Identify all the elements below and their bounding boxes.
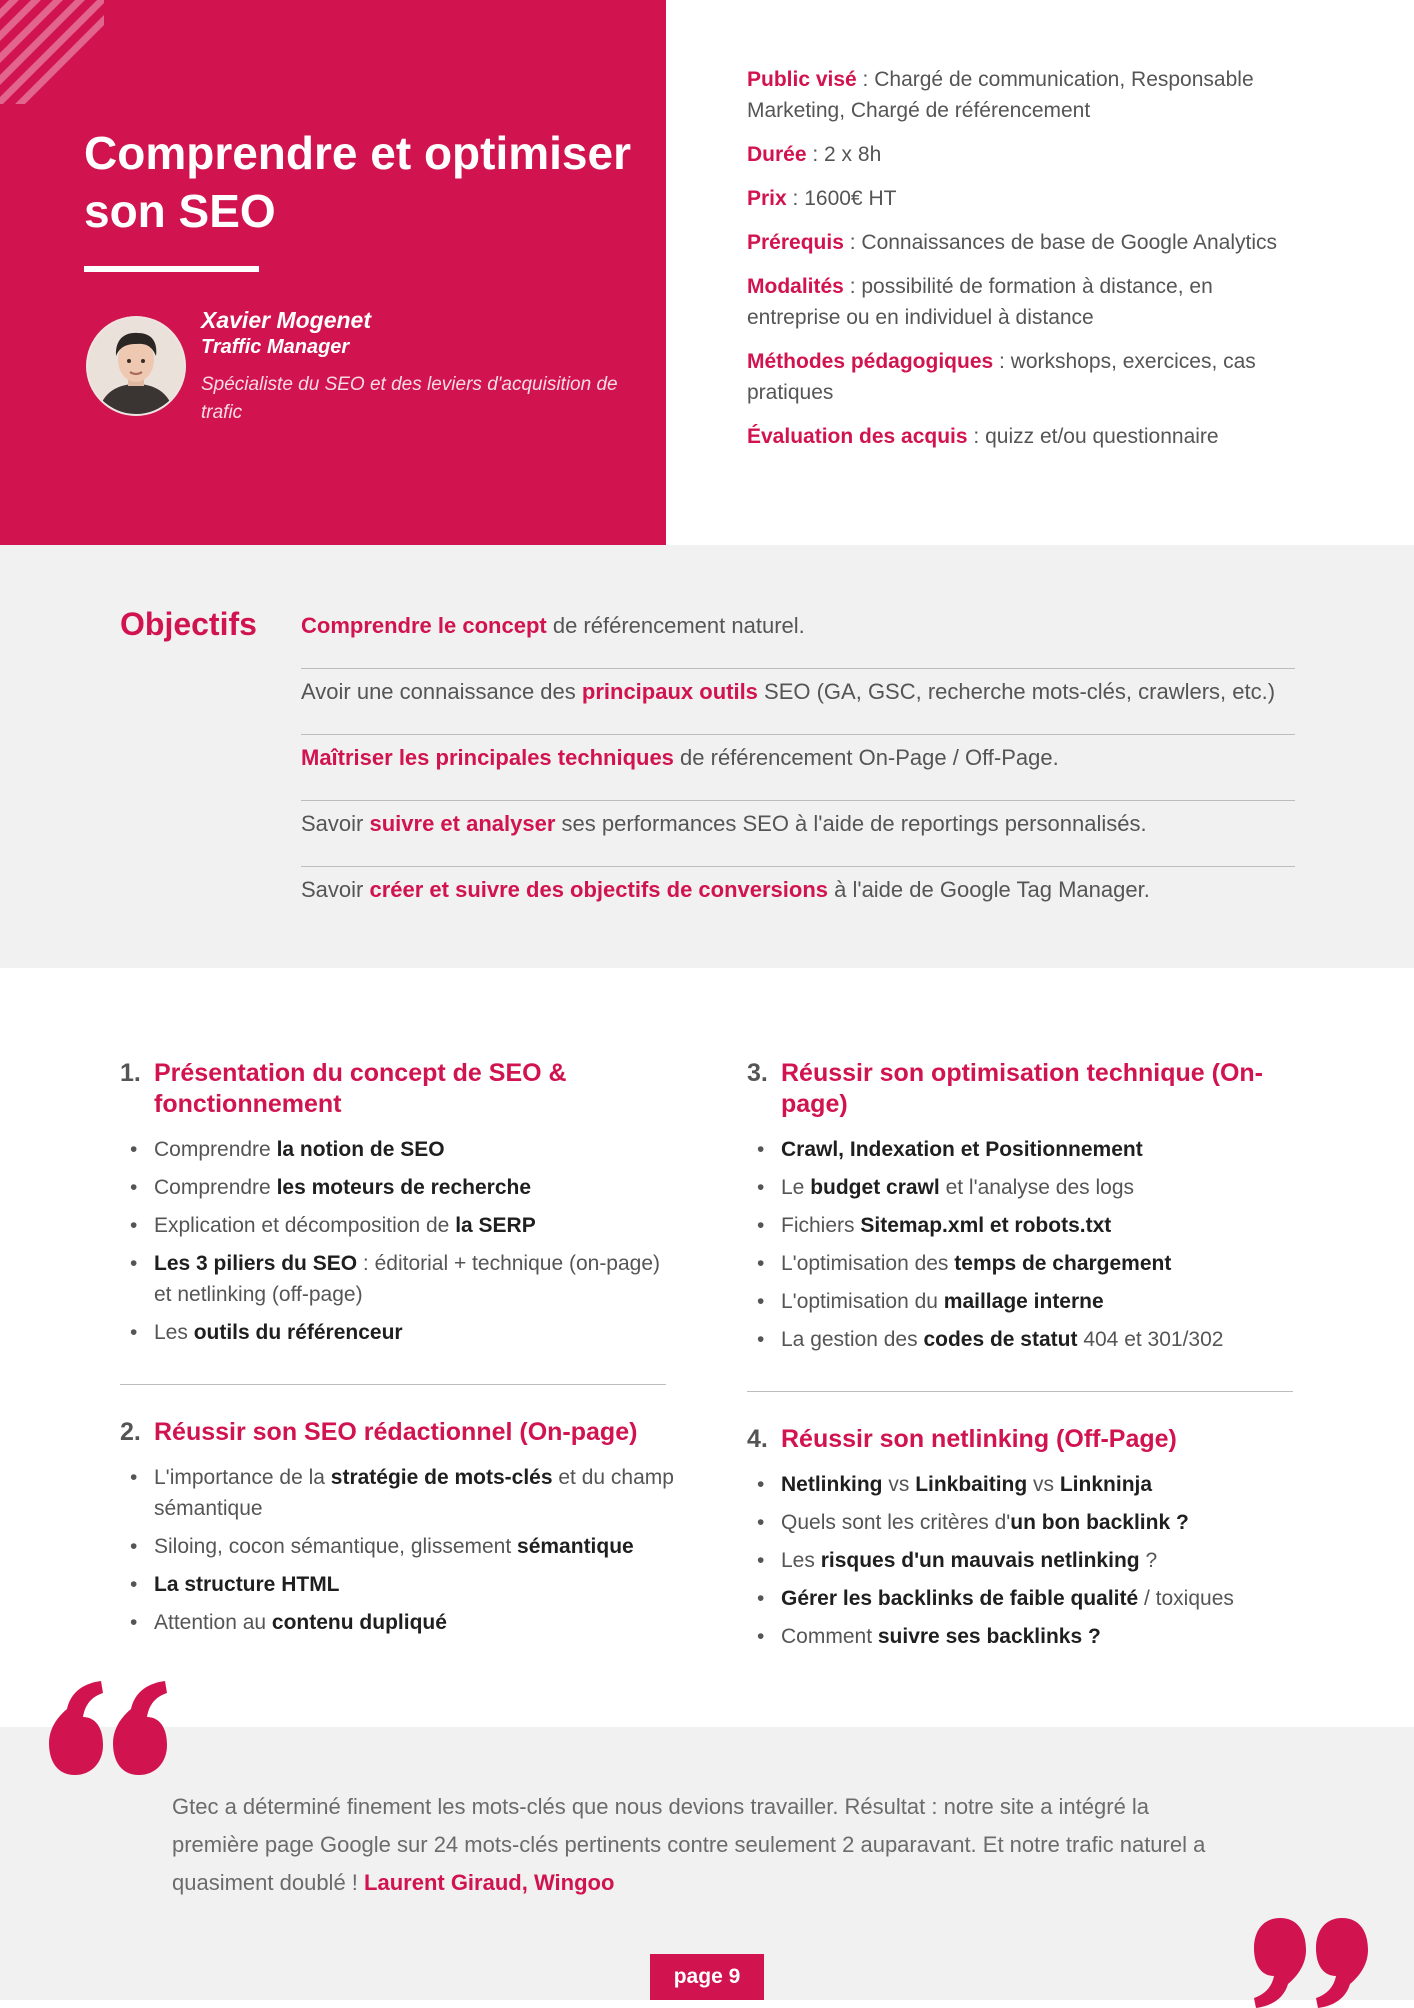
module-item	[747, 1286, 1307, 1317]
module-item	[120, 1531, 680, 1562]
course-info-list	[747, 64, 1307, 465]
bullet-icon: •	[130, 1138, 138, 1161]
trainer-avatar	[86, 316, 186, 416]
item-keyword: stratégie de mots-clés	[330, 1466, 553, 1489]
module-1	[120, 1058, 680, 1355]
info-row	[747, 139, 1307, 170]
module-title-text: Présentation du concept de SEO & fonctionnement	[154, 1059, 567, 1118]
module-item	[747, 1507, 1307, 1538]
info-row	[747, 227, 1307, 258]
info-value: Connaissances de base de Google Analytics	[861, 231, 1278, 254]
info-label: Évaluation des acquis	[747, 425, 968, 448]
module-item	[120, 1462, 680, 1524]
module-item	[120, 1210, 680, 1241]
item-text: L'optimisation du	[781, 1290, 944, 1313]
module-number: 2.	[120, 1418, 141, 1446]
info-value: possibilité de formation à distance, en entreprise ou en individuel à distance	[747, 275, 1213, 329]
item-text: 404 et 301/302	[1077, 1328, 1224, 1351]
info-label: Public visé	[747, 68, 857, 91]
item-text: Fichiers	[781, 1214, 861, 1237]
module-number: 3.	[747, 1059, 768, 1087]
objectives-list	[301, 603, 1295, 933]
testimonial-body: Gtec a déterminé finement les mots-clés que nous devions travailler. Résultat : notre site a intégré la première page Google sur 24 mots-clés pertinents contre seulement 2 auparavant. Et notre trafic naturel a quasiment doublé !	[172, 1794, 1206, 1895]
objective-item	[301, 603, 1295, 669]
info-label: Prérequis	[747, 231, 844, 254]
info-value: Chargé de communication, Responsable Marketing, Chargé de référencement	[747, 68, 1254, 122]
item-keyword: Netlinking	[781, 1473, 883, 1496]
info-separator: :	[806, 143, 825, 166]
bullet-icon: •	[757, 1214, 765, 1237]
module-item	[747, 1583, 1307, 1614]
bullet-icon: •	[757, 1549, 765, 1572]
page-number: page 9	[650, 1954, 764, 2000]
info-separator: :	[967, 425, 986, 448]
item-keyword: contenu dupliqué	[271, 1611, 447, 1634]
info-row	[747, 271, 1307, 333]
module-item	[120, 1172, 680, 1203]
bullet-icon: •	[130, 1535, 138, 1558]
info-value: quizz et/ou questionnaire	[985, 425, 1219, 448]
item-text: Comment	[781, 1625, 878, 1648]
info-value: 1600€ HT	[804, 187, 897, 210]
item-text: L'optimisation des	[781, 1252, 955, 1275]
module-items	[747, 1469, 1307, 1652]
module-title-text: Réussir son netlinking (Off-Page)	[781, 1425, 1177, 1453]
module-title-text: Réussir son optimisation technique (On-page)	[781, 1059, 1263, 1118]
info-separator: :	[843, 275, 862, 298]
bullet-icon: •	[130, 1252, 138, 1275]
item-text: Les	[154, 1321, 194, 1344]
module-4	[747, 1424, 1307, 1659]
bullet-icon: •	[757, 1176, 765, 1199]
item-text: vs	[882, 1473, 916, 1496]
objective-highlight: Comprendre le concept	[301, 613, 547, 638]
objective-item	[301, 669, 1295, 735]
item-keyword: la SERP	[455, 1214, 536, 1237]
objectives-heading: Objectifs	[120, 606, 257, 642]
item-keyword: outils du référenceur	[193, 1321, 403, 1344]
module-items	[120, 1134, 680, 1348]
trainer-role: Traffic Manager	[201, 336, 350, 358]
module-item	[120, 1607, 680, 1638]
objective-item	[301, 801, 1295, 867]
item-text: Comprendre	[154, 1138, 277, 1161]
testimonial-text	[172, 1788, 1222, 1902]
info-row	[747, 346, 1307, 408]
item-keyword: maillage interne	[943, 1290, 1104, 1313]
item-text: / toxiques	[1138, 1587, 1234, 1610]
module-item	[747, 1210, 1307, 1241]
module-title-text: Réussir son SEO rédactionnel (On-page)	[154, 1418, 638, 1446]
objective-text: Savoir	[301, 877, 370, 902]
item-keyword: Linkninja	[1059, 1473, 1153, 1496]
trainer-info	[201, 306, 641, 427]
item-keyword: temps de chargement	[954, 1252, 1172, 1275]
module-divider-right	[747, 1391, 1293, 1392]
module-number: 1.	[120, 1059, 141, 1087]
item-text: Quels sont les critères d'	[781, 1511, 1011, 1534]
item-keyword: sémantique	[517, 1535, 634, 1558]
objective-text: ses performances SEO à l'aide de reportings personnalisés.	[555, 811, 1147, 836]
module-items	[120, 1462, 680, 1638]
close-quote-icon	[1250, 1918, 1370, 2008]
module-item	[747, 1545, 1307, 1576]
open-quote-icon	[45, 1681, 170, 1791]
info-separator: :	[843, 231, 862, 254]
page-title: Comprendre et optimiser son SEO	[84, 127, 631, 237]
objective-highlight: créer et suivre des objectifs de conversions	[369, 877, 829, 902]
info-row	[747, 183, 1307, 214]
objective-item	[301, 867, 1295, 933]
module-number: 4.	[747, 1425, 768, 1453]
title-underline	[84, 266, 259, 272]
objective-text: de référencement On-Page / Off-Page.	[673, 745, 1059, 770]
module-item	[120, 1569, 680, 1600]
item-text: Le	[781, 1176, 811, 1199]
item-text: Attention au	[154, 1611, 272, 1634]
testimonial-author: Laurent Giraud, Wingoo	[364, 1870, 615, 1895]
objective-item	[301, 735, 1295, 801]
module-divider-left	[120, 1384, 666, 1385]
info-label: Modalités	[747, 275, 844, 298]
bullet-icon: •	[130, 1214, 138, 1237]
item-keyword: Gérer les backlinks de faible qualité	[781, 1587, 1139, 1610]
bullet-icon: •	[757, 1473, 765, 1496]
module-items	[747, 1134, 1307, 1355]
bullet-icon: •	[757, 1511, 765, 1534]
info-value: 2 x 8h	[824, 143, 882, 166]
item-keyword: Les 3 piliers du SEO	[154, 1252, 358, 1275]
stripes-decoration	[0, 0, 104, 104]
item-keyword: risques d'un mauvais netlinking	[820, 1549, 1140, 1572]
item-text: Comprendre	[154, 1176, 277, 1199]
item-text: Explication et décomposition de	[154, 1214, 456, 1237]
module-title	[747, 1424, 1307, 1455]
info-label: Méthodes pédagogiques	[747, 350, 994, 373]
item-keyword: budget crawl	[810, 1176, 940, 1199]
bullet-icon: •	[757, 1290, 765, 1313]
item-keyword: un bon backlink ?	[1010, 1511, 1189, 1534]
info-separator: :	[993, 350, 1011, 373]
objective-text: à l'aide de Google Tag Manager.	[828, 877, 1150, 902]
info-row	[747, 64, 1307, 126]
bullet-icon: •	[757, 1252, 765, 1275]
bullet-icon: •	[130, 1466, 138, 1489]
bullet-icon: •	[757, 1138, 765, 1161]
module-item	[747, 1248, 1307, 1279]
module-item	[120, 1248, 680, 1310]
module-item	[747, 1172, 1307, 1203]
objective-highlight: suivre et analyser	[369, 811, 556, 836]
objective-text: SEO (GA, GSC, recherche mots-clés, crawlers, etc.)	[757, 679, 1276, 704]
trainer-name: Xavier Mogenet	[201, 307, 371, 333]
item-text: et du champ sémantique	[154, 1466, 674, 1520]
trainer-description: Spécialiste du SEO et des leviers d'acquisition de trafic	[201, 374, 618, 423]
bullet-icon: •	[130, 1573, 138, 1596]
module-3	[747, 1058, 1307, 1362]
module-item	[747, 1621, 1307, 1652]
module-title	[120, 1058, 680, 1120]
module-item	[747, 1134, 1307, 1165]
item-text: Siloing, cocon sémantique, glissement	[154, 1535, 518, 1558]
item-keyword: Sitemap.xml et robots.txt	[860, 1214, 1112, 1237]
module-title	[747, 1058, 1307, 1120]
objective-highlight: principaux outils	[581, 679, 758, 704]
objective-text: de référencement naturel.	[546, 613, 805, 638]
info-value: workshops, exercices, cas pratiques	[747, 350, 1256, 404]
item-text: vs	[1027, 1473, 1060, 1496]
info-label: Prix	[747, 187, 787, 210]
item-text: : éditorial + technique (on-page) et netlinking (off-page)	[154, 1252, 661, 1306]
info-separator: :	[856, 68, 875, 91]
item-keyword: la notion de SEO	[276, 1138, 445, 1161]
item-keyword: codes de statut	[923, 1328, 1078, 1351]
item-text: et l'analyse des logs	[939, 1176, 1135, 1199]
info-label: Durée	[747, 143, 807, 166]
bullet-icon: •	[130, 1321, 138, 1344]
bullet-icon: •	[757, 1328, 765, 1351]
info-row	[747, 421, 1307, 452]
bullet-icon: •	[757, 1625, 765, 1648]
hero-panel	[0, 0, 666, 545]
item-text: ?	[1139, 1549, 1158, 1572]
item-keyword: les moteurs de recherche	[276, 1176, 532, 1199]
bullet-icon: •	[757, 1587, 765, 1610]
module-2	[120, 1417, 680, 1645]
item-keyword: Linkbaiting	[915, 1473, 1028, 1496]
module-item	[747, 1324, 1307, 1355]
item-keyword: Crawl, Indexation et Positionnement	[781, 1138, 1143, 1161]
bullet-icon: •	[130, 1176, 138, 1199]
objective-text: Savoir	[301, 811, 370, 836]
item-keyword: La structure HTML	[154, 1573, 340, 1596]
module-item	[747, 1469, 1307, 1500]
info-separator: :	[786, 187, 805, 210]
bullet-icon: •	[130, 1611, 138, 1634]
item-keyword: suivre ses backlinks ?	[877, 1625, 1101, 1648]
item-text: La gestion des	[781, 1328, 924, 1351]
objective-highlight: Maîtriser les principales techniques	[301, 745, 674, 770]
objective-text: Avoir une connaissance des	[301, 679, 582, 704]
module-title	[120, 1417, 680, 1448]
item-text: Les	[781, 1549, 821, 1572]
module-item	[120, 1317, 680, 1348]
module-item	[120, 1134, 680, 1165]
item-text: L'importance de la	[154, 1466, 331, 1489]
